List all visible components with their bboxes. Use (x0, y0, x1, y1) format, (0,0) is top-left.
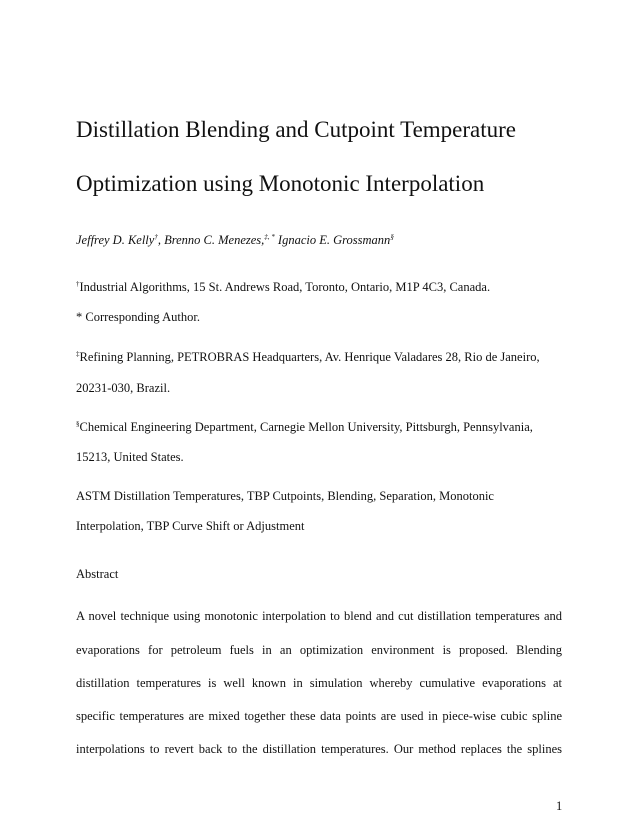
paper-title-line-2: Optimization using Monotonic Interpolation (76, 171, 485, 196)
affiliation-1-text: Industrial Algorithms, 15 St. Andrews Road, Toronto, Ontario, M1P 4C3, Canada. (79, 280, 491, 294)
affiliation-2-text: Refining Planning, PETROBRAS Headquarters, Av. Henrique Valadares 28, Rio de Janeiro, (79, 350, 540, 364)
keywords-line-2: Interpolation, TBP Curve Shift or Adjustment (76, 519, 305, 533)
affiliation-2-mark: ‡ (76, 349, 80, 358)
affiliation-3-line-2: 15213, United States. (76, 450, 184, 464)
abstract-line: distillation temperatures is well known in simulation whereby cumulative evaporations at (76, 676, 562, 690)
affiliation-1-mark: † (76, 279, 80, 288)
abstract-heading: Abstract (76, 567, 119, 581)
affiliation-2-line-1 (76, 349, 540, 365)
author-list (76, 233, 394, 248)
affiliation-1 (76, 279, 490, 295)
paper-title-line-1: Distillation Blending and Cutpoint Temperature (76, 117, 517, 142)
abstract-line: interpolations to revert back to the distillation temperatures. Our method replaces the splines (76, 742, 562, 756)
affiliation-3-line-1 (76, 419, 533, 435)
author-kelly-mark: † (154, 232, 158, 241)
page-number: 1 (556, 799, 563, 813)
abstract-line: A novel technique using monotonic interpolation to blend and cut distillation temperatures and (76, 609, 562, 623)
abstract-line: evaporations for petroleum fuels in an optimization environment is proposed. Blending (76, 643, 562, 657)
corresponding-author-note: * Corresponding Author. (76, 310, 200, 324)
affiliation-3-mark: § (76, 419, 80, 428)
author-menezes: , Brenno C. Menezes, (157, 233, 265, 247)
author-menezes-mark: ‡, * (264, 232, 275, 241)
affiliation-2-line-2: 20231-030, Brazil. (76, 381, 171, 395)
author-grossmann-mark: § (390, 232, 394, 241)
author-grossmann: Ignacio E. Grossmann (274, 233, 391, 247)
affiliation-3-text: Chemical Engineering Department, Carnegie Mellon University, Pittsburgh, Pennsylvania, (79, 420, 533, 434)
abstract-line: specific temperatures are mixed together these data points are used in piece-wise cubic spline (76, 709, 562, 723)
keywords-line-1: ASTM Distillation Temperatures, TBP Cutpoints, Blending, Separation, Monotonic (76, 489, 494, 503)
author-kelly: Jeffrey D. Kelly (76, 233, 155, 247)
